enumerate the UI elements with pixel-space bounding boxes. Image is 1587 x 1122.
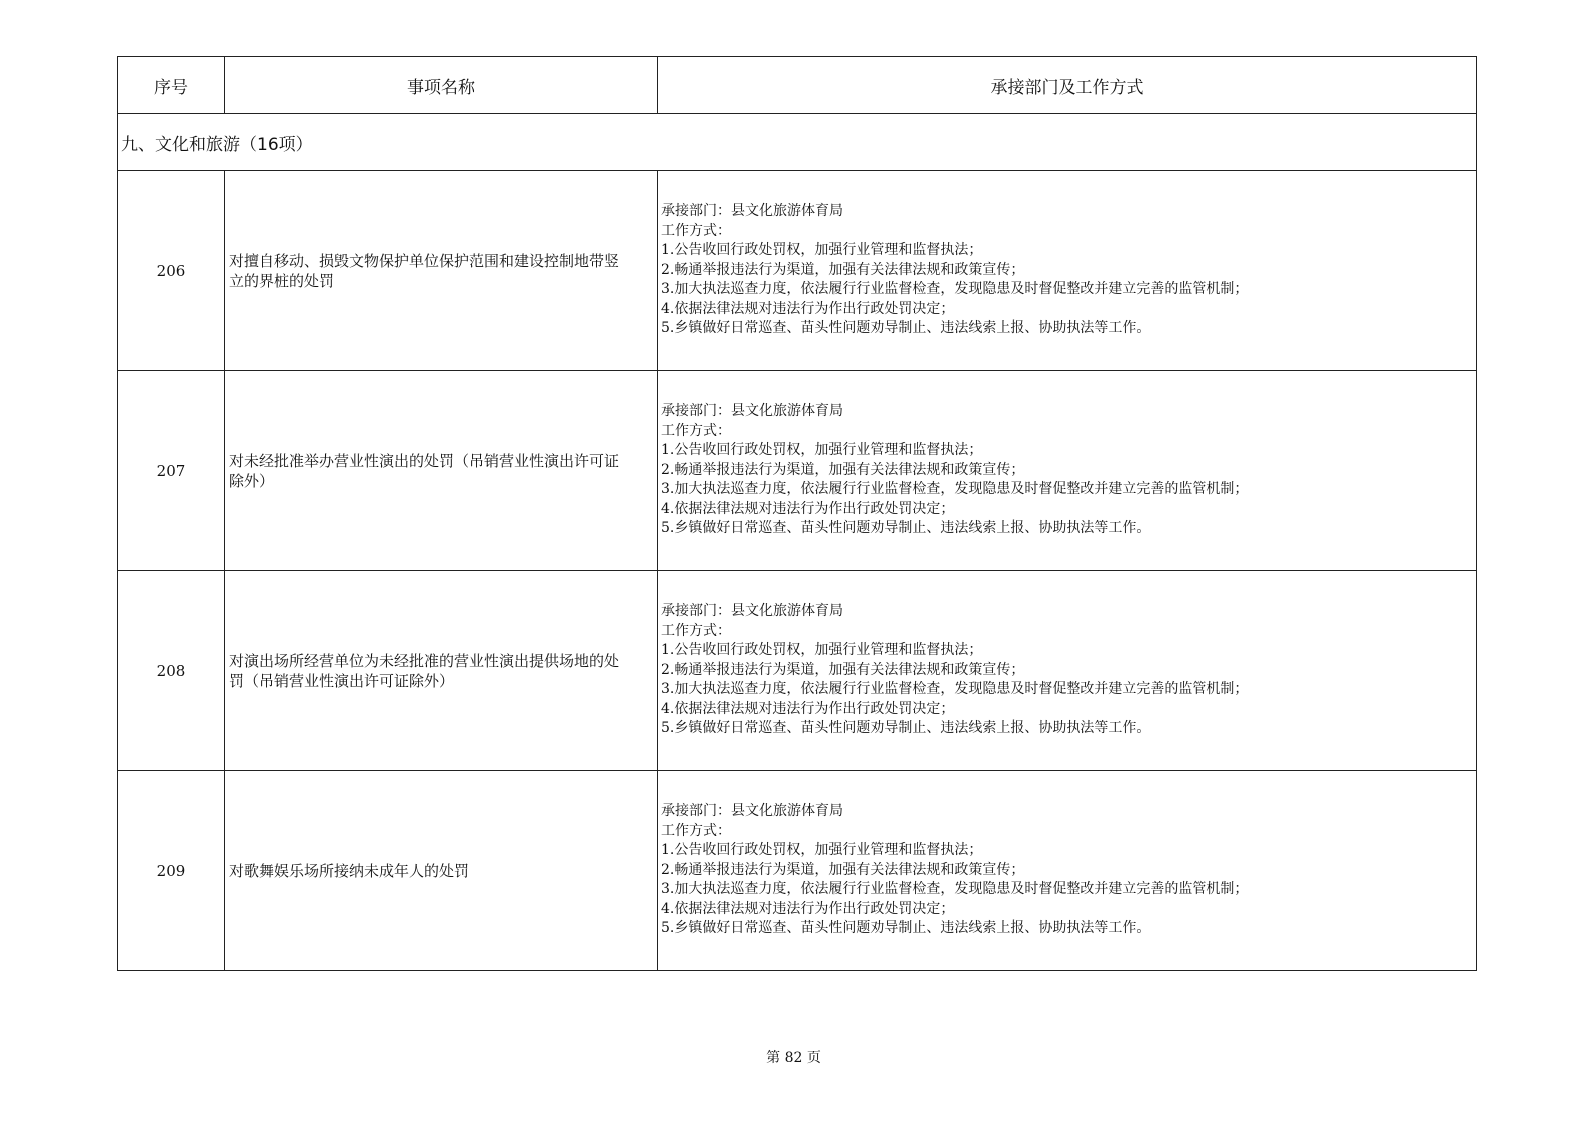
- method-step: 5.乡镇做好日常巡查、苗头性问题劝导制止、违法线索上报、协助执法等工作。: [661, 520, 1151, 537]
- item-name-line: 除外）: [229, 471, 275, 490]
- item-name-line: 对擅自移动、损毁文物保护单位保护范围和建设控制地带竖: [229, 251, 620, 270]
- method-step: 3.加大执法巡查力度，依法履行行业监督检查，发现隐患及时督促整改并建立完善的监管机制；: [661, 481, 1249, 498]
- page-number: 第 82 页: [766, 1050, 821, 1066]
- item-name: [225, 171, 658, 371]
- header-num: 序号: [118, 57, 225, 114]
- item-name-line: 对演出场所经营单位为未经批准的营业性演出提供场地的处: [229, 651, 620, 670]
- method-step: 1.公告收回行政处罚权，加强行业管理和监督执法；: [661, 442, 983, 459]
- item-name-line: 对未经批准举办营业性演出的处罚（吊销营业性演出许可证: [229, 451, 620, 470]
- header-dept: 承接部门及工作方式: [658, 57, 1477, 114]
- dept-and-method: [658, 571, 1477, 771]
- header-row: [118, 57, 1477, 114]
- method-step: 3.加大执法巡查力度，依法履行行业监督检查，发现隐患及时督促整改并建立完善的监管机制；: [661, 881, 1249, 898]
- method-step: 5.乡镇做好日常巡查、苗头性问题劝导制止、违法线索上报、协助执法等工作。: [661, 320, 1151, 337]
- method-step: 4.依据法律法规对违法行为作出行政处罚决定；: [661, 900, 955, 917]
- table-row: [118, 771, 1477, 971]
- dept-line: 承接部门：县文化旅游体育局: [661, 603, 843, 620]
- row-number: 206: [118, 171, 225, 371]
- method-label: 工作方式：: [661, 622, 731, 639]
- method-step: 4.依据法律法规对违法行为作出行政处罚决定；: [661, 300, 955, 317]
- method-label: 工作方式：: [661, 222, 731, 239]
- method-step: 2.畅通举报违法行为渠道，加强有关法律法规和政策宣传；: [661, 661, 1025, 678]
- method-step: 5.乡镇做好日常巡查、苗头性问题劝导制止、违法线索上报、协助执法等工作。: [661, 720, 1151, 737]
- item-name: [225, 371, 658, 571]
- header-name: 事项名称: [225, 57, 658, 114]
- items-table: [117, 56, 1477, 971]
- item-name-line: 罚（吊销营业性演出许可证除外）: [229, 671, 455, 690]
- item-name: [225, 571, 658, 771]
- method-step: 2.畅通举报违法行为渠道，加强有关法律法规和政策宣传；: [661, 461, 1025, 478]
- row-number: 207: [118, 371, 225, 571]
- method-step: 5.乡镇做好日常巡查、苗头性问题劝导制止、违法线索上报、协助执法等工作。: [661, 920, 1151, 937]
- dept-line: 承接部门：县文化旅游体育局: [661, 403, 843, 420]
- method-step: 4.依据法律法规对违法行为作出行政处罚决定；: [661, 700, 955, 717]
- dept-line: 承接部门：县文化旅游体育局: [661, 803, 843, 820]
- method-step: 3.加大执法巡查力度，依法履行行业监督检查，发现隐患及时督促整改并建立完善的监管机制；: [661, 681, 1249, 698]
- method-step: 3.加大执法巡查力度，依法履行行业监督检查，发现隐患及时督促整改并建立完善的监管机制；: [661, 281, 1249, 298]
- dept-and-method: [658, 171, 1477, 371]
- method-step: 1.公告收回行政处罚权，加强行业管理和监督执法；: [661, 642, 983, 659]
- dept-and-method: [658, 371, 1477, 571]
- method-label: 工作方式：: [661, 822, 731, 839]
- dept-and-method: [658, 771, 1477, 971]
- row-number: 208: [118, 571, 225, 771]
- item-name-line: 对歌舞娱乐场所接纳未成年人的处罚: [229, 861, 470, 880]
- item-name-line: 立的界桩的处罚: [229, 271, 335, 290]
- method-step: 1.公告收回行政处罚权，加强行业管理和监督执法；: [661, 242, 983, 259]
- row-number: 209: [118, 771, 225, 971]
- table-row: [118, 171, 1477, 371]
- method-step: 2.畅通举报违法行为渠道，加强有关法律法规和政策宣传；: [661, 861, 1025, 878]
- item-name: [225, 771, 658, 971]
- method-step: 1.公告收回行政处罚权，加强行业管理和监督执法；: [661, 842, 983, 859]
- dept-line: 承接部门：县文化旅游体育局: [661, 203, 843, 220]
- section-title: 九、文化和旅游（16项）: [118, 114, 1477, 171]
- table-row: [118, 571, 1477, 771]
- table-row: [118, 371, 1477, 571]
- method-label: 工作方式：: [661, 422, 731, 439]
- method-step: 4.依据法律法规对违法行为作出行政处罚决定；: [661, 500, 955, 517]
- section-row: [118, 114, 1477, 171]
- method-step: 2.畅通举报违法行为渠道，加强有关法律法规和政策宣传；: [661, 261, 1025, 278]
